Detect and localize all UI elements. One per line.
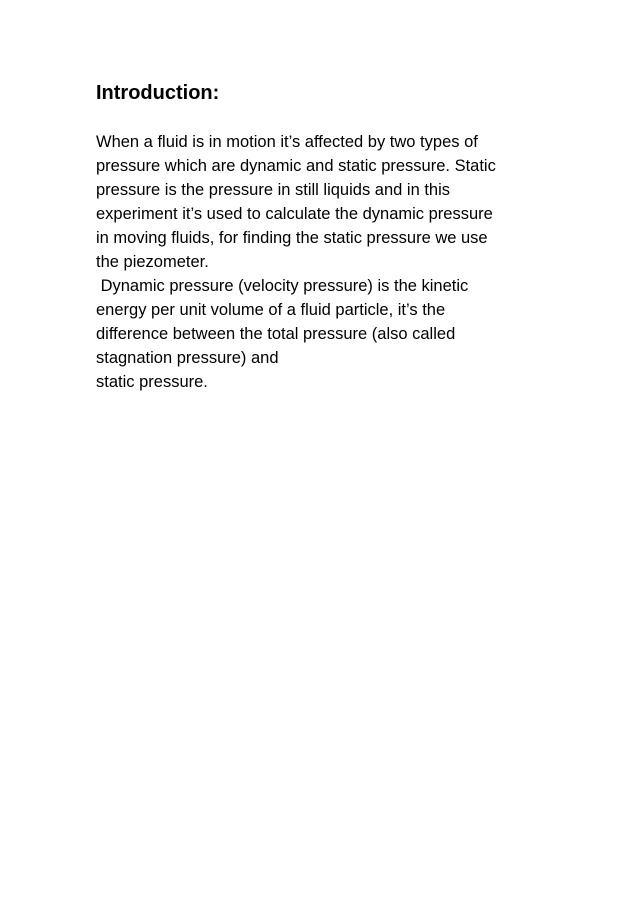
text-line: energy per unit volume of a fluid particle, it’s the [96,301,446,319]
paragraph-static-pressure [96,130,546,274]
page-content [96,80,546,394]
text-line: When a fluid is in motion it’s affected by two types of [96,133,478,151]
text-line: difference between the total pressure (also called [96,325,456,343]
text-line: pressure which are dynamic and static pressure. Static [96,157,496,175]
text-line: static pressure. [96,373,208,391]
text-line: in moving fluids, for finding the static pressure we use [96,229,488,247]
text-line: pressure is the pressure in still liquids and in this [96,181,451,199]
text-line: experiment it’s used to calculate the dynamic pressure [96,205,493,223]
text-line: Dynamic pressure (velocity pressure) is the kinetic [96,277,469,295]
text-line: stagnation pressure) and [96,349,279,367]
section-heading: Introduction: [96,82,220,104]
paragraph-dynamic-pressure [96,274,546,394]
text-line: the piezometer. [96,253,209,271]
